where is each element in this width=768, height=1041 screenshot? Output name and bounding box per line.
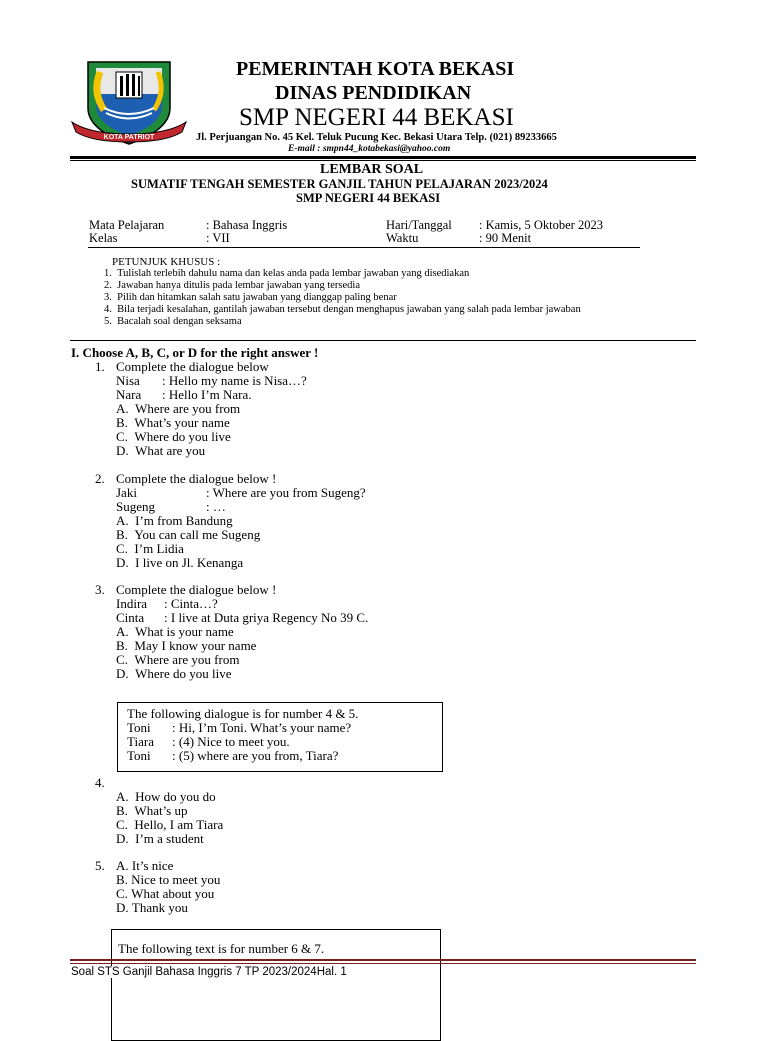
city-emblem-logo [70,58,188,148]
q3-line: : I live at Duta griya Regency No 39 C. [164,610,369,625]
q2-option-b[interactable]: B. You can call me Sugeng [116,527,261,542]
q2-prompt: Complete the dialogue below ! [116,471,277,486]
header-government: PEMERINTAH KOTA BEKASI [236,58,515,80]
box1-line: : (5) where are you from, Tiara? [172,748,339,763]
instruction-item: 1. Tulislah terlebih dahulu nama dan kelas anda pada lembar jawaban yang disediakan [104,268,470,279]
instruction-item: 5. Bacalah soal dengan seksama [104,316,242,327]
header-rule-thick [70,156,696,159]
q4-option-d[interactable]: D. I’m a student [116,831,204,846]
box1-line: : (4) Nice to meet you. [172,734,290,749]
sheet-school: SMP NEGERI 44 BEKASI [296,191,441,205]
q3-speaker: Indira [116,596,148,611]
q2-speaker: Sugeng [116,499,155,514]
class-label: Kelas [89,231,118,245]
sheet-subtitle: SUMATIF TENGAH SEMESTER GANJIL TAHUN PELAJARAN 2023/2024 [131,177,548,191]
box1-speaker: Tiara [127,734,154,749]
day-value: : Kamis, 5 Oktober 2023 [479,218,603,232]
box2-intro: The following text is for number 6 & 7. [118,941,325,956]
q1-option-d[interactable]: D. What are you [116,443,206,458]
q1-line: : Hello I’m Nara. [162,387,252,402]
q1-speaker: Nara [116,387,142,402]
instruction-item: 2. Jawaban hanya ditulis pada lembar jawaban yang tersedia [104,280,360,291]
q2-speaker: Jaki [116,485,137,500]
footer-text: Soal STS Ganjil Bahasa Inggris 7 TP 2023/2024Hal. 1 [71,966,347,978]
subject-value: : Bahasa Inggris [206,218,288,232]
q5-option-d[interactable]: D. Thank you [116,900,188,915]
instruction-item: 4. Bila terjadi kesalahan, gantilah jawaban tersebut dengan menghapus jawaban yang salah pada lembar jawaban [104,304,581,315]
q3-option-c[interactable]: C. Where are you from [116,652,240,667]
q3-prompt: Complete the dialogue below ! [116,582,277,597]
time-value: : 90 Menit [479,231,532,245]
q1-option-a[interactable]: A. Where are you from [116,401,241,416]
q3-line: : Cinta…? [164,596,218,611]
footer-rule-bottom [70,963,696,964]
q3-option-d[interactable]: D. Where do you live [116,666,232,681]
q2-line: : … [206,499,226,514]
header-address: Jl. Perjuangan No. 45 Kel. Teluk Pucung Kec. Bekasi Utara Telp. (021) 89233665 [196,132,557,143]
q1-prompt: Complete the dialogue below [116,359,269,374]
header-school: SMP NEGERI 44 BEKASI [239,104,514,131]
header-department: DINAS PENDIDIKAN [275,82,472,104]
q2-line: : Where are you from Sugeng? [206,485,366,500]
time-label: Waktu [386,231,419,245]
box1-line: : Hi, I’m Toni. What’s your name? [172,720,352,735]
sheet-title: LEMBAR SOAL [320,162,424,177]
q1-option-c[interactable]: C. Where do you live [116,429,231,444]
q5-option-c[interactable]: C. What about you [116,886,215,901]
instructions-heading: PETUNJUK KHUSUS : [112,256,221,268]
logo-ribbon-text: KOTA PATRIOT [103,134,155,141]
header-email: E-mail : smpn44_kotabekasi@yahoo.com [288,144,451,154]
header-rule-thin [70,160,696,161]
box1-speaker: Toni [127,720,151,735]
q2-option-d[interactable]: D. I live on Jl. Kenanga [116,555,244,570]
q2-option-a[interactable]: A. I’m from Bandung [116,513,233,528]
footer-rule-top [70,959,696,961]
q4-option-c[interactable]: C. Hello, I am Tiara [116,817,224,832]
instructions-rule [70,340,696,341]
meta-rule [88,247,640,248]
q5-number: 5. [95,858,105,873]
subject-label: Mata Pelajaran [89,218,165,232]
q5-option-a[interactable]: A. It’s nice [116,858,174,873]
q4-number: 4. [95,775,105,790]
q4-option-b[interactable]: B. What’s up [116,803,188,818]
q1-speaker: Nisa [116,373,140,388]
q3-option-a[interactable]: A. What is your name [116,624,234,639]
class-value: : VII [206,231,230,245]
q2-number: 2. [95,471,105,486]
box1-intro: The following dialogue is for number 4 & 5. [127,706,359,721]
q5-option-b[interactable]: B. Nice to meet you [116,872,221,887]
instruction-item: 3. Pilih dan hitamkan salah satu jawaban yang dianggap paling benar [104,292,397,303]
q3-option-b[interactable]: B. May I know your name [116,638,257,653]
box1-speaker: Toni [127,748,151,763]
q1-option-b[interactable]: B. What’s your name [116,415,230,430]
q3-speaker: Cinta [116,610,145,625]
section-heading: I. Choose A, B, C, or D for the right answer ! [71,345,319,360]
q3-number: 3. [95,582,105,597]
q1-number: 1. [95,359,105,374]
day-label: Hari/Tanggal [386,218,452,232]
q2-option-c[interactable]: C. I’m Lidia [116,541,184,556]
q1-line: : Hello my name is Nisa…? [162,373,307,388]
q4-option-a[interactable]: A. How do you do [116,789,216,804]
